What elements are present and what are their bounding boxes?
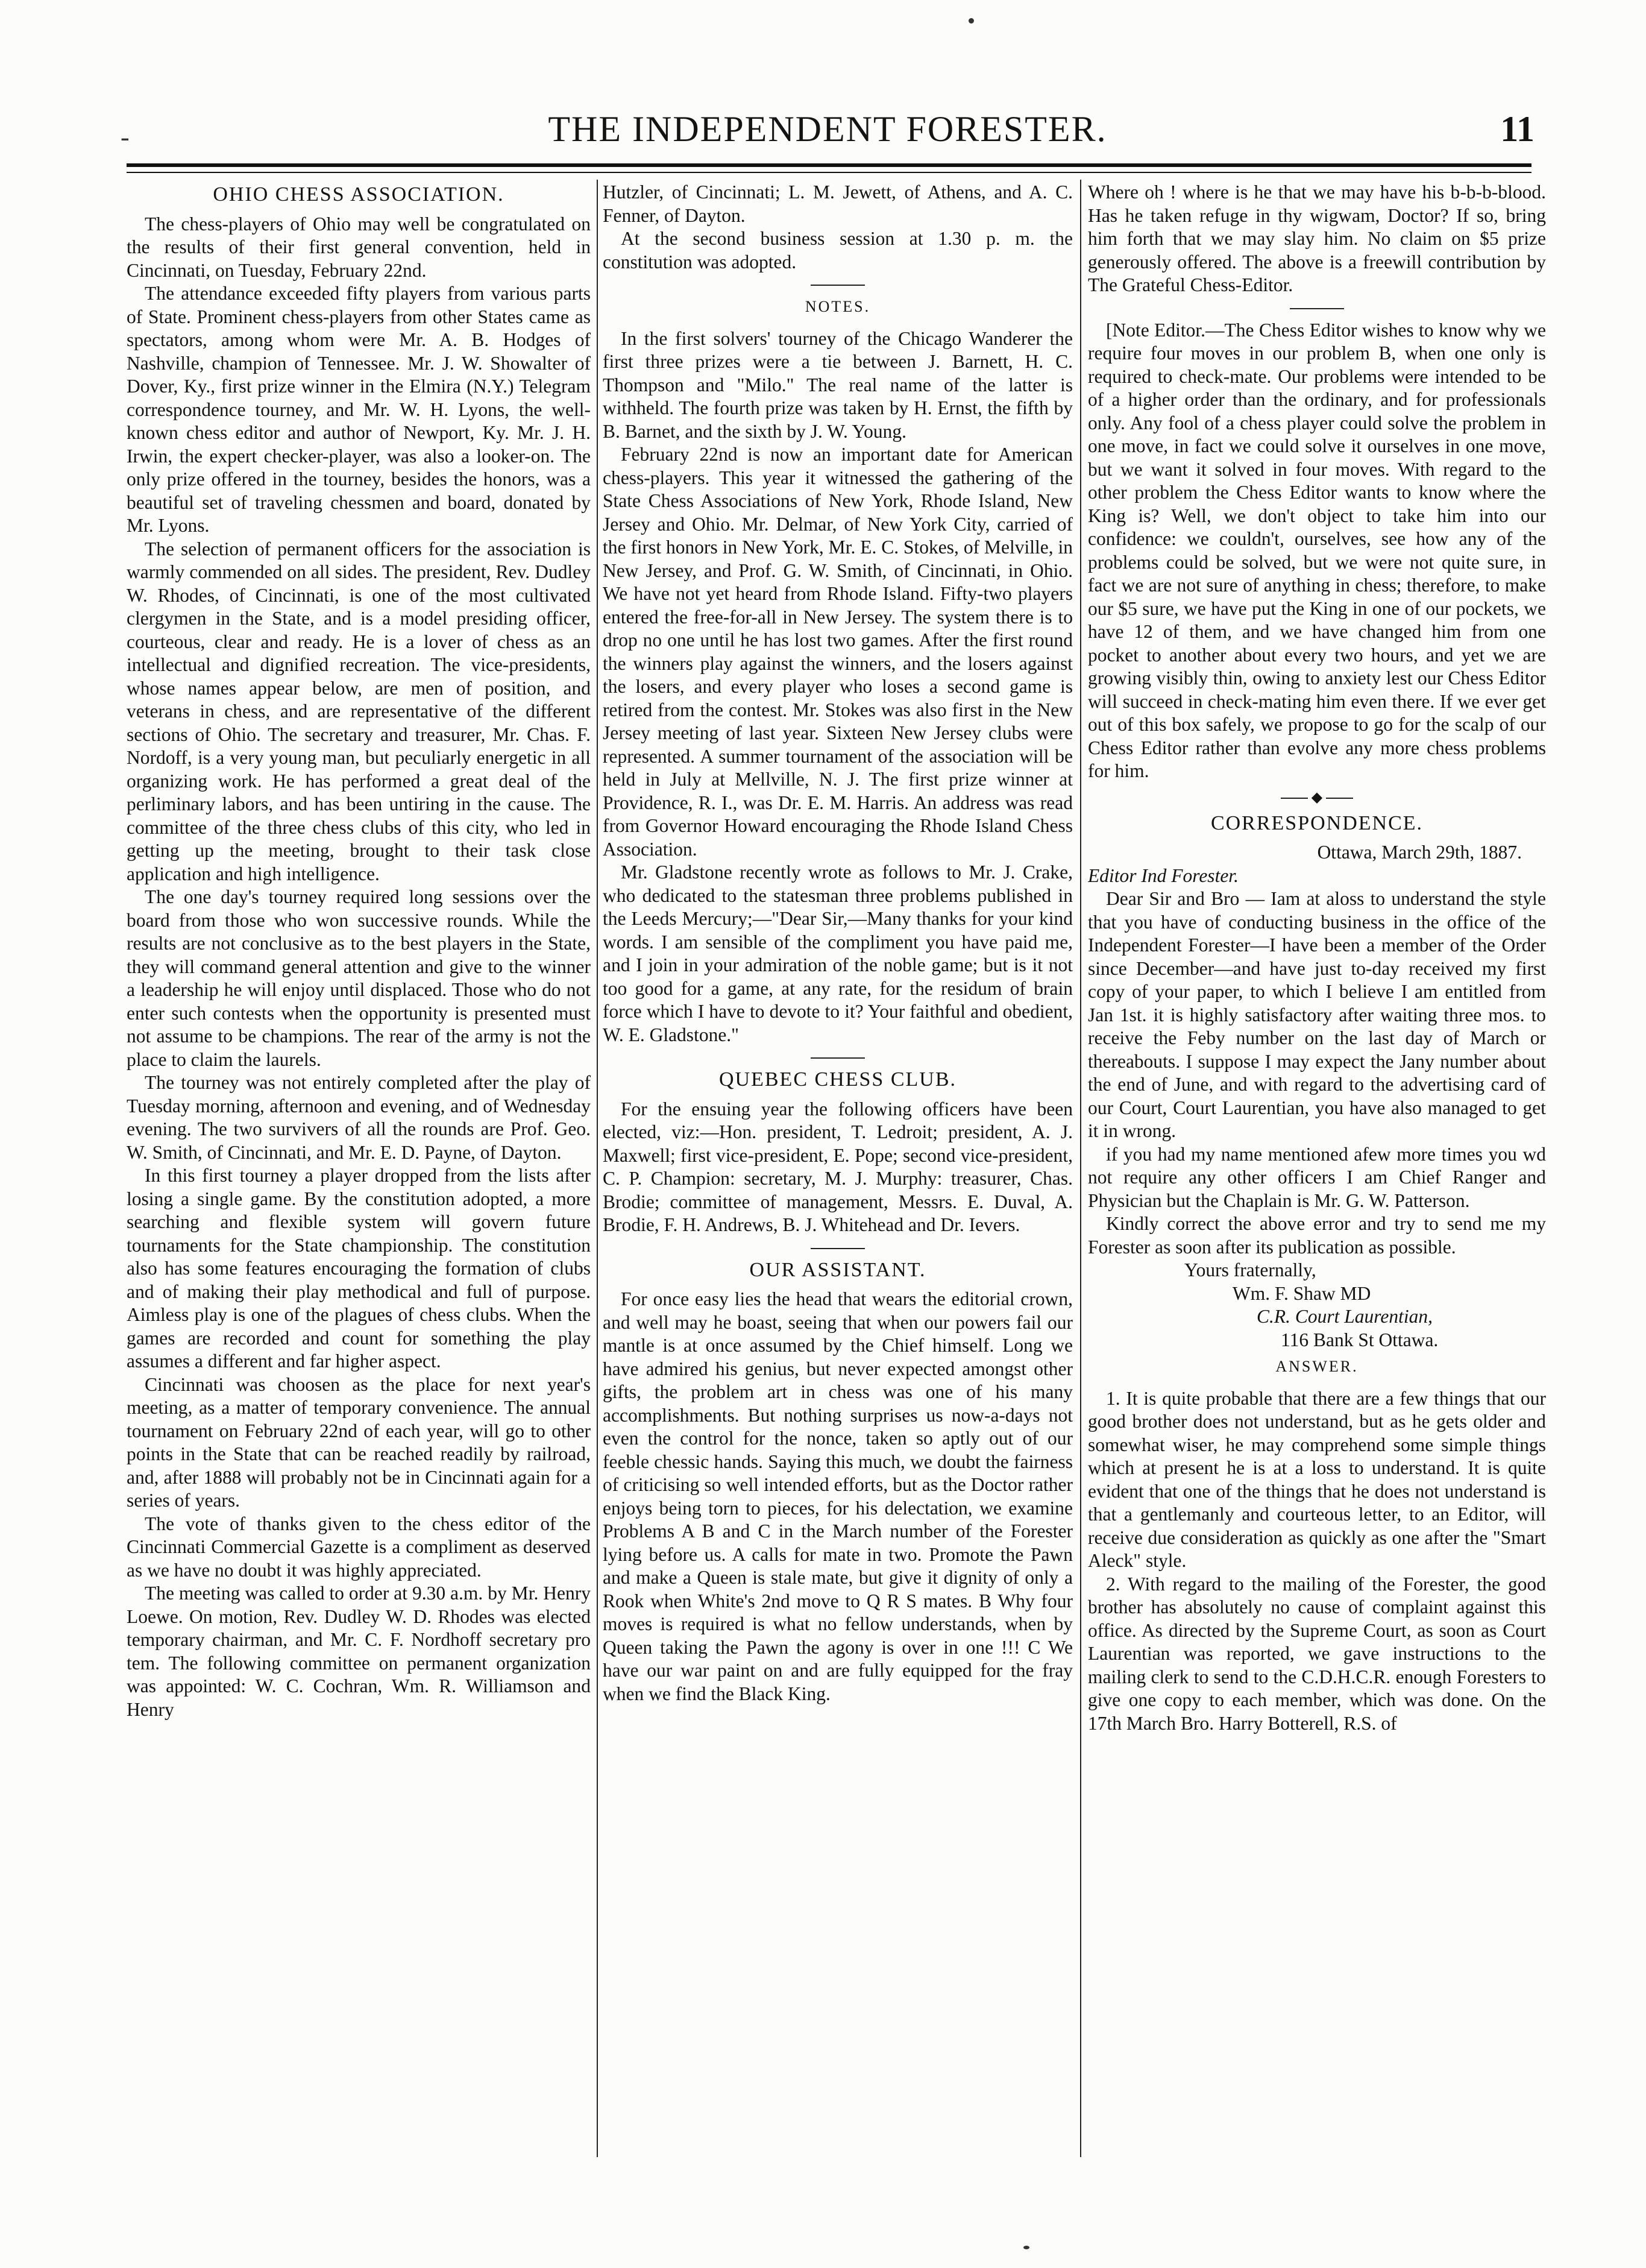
diamond-ornament-icon: ◆ [1308, 790, 1326, 805]
assistant-heading: OUR ASSISTANT. [749, 1258, 926, 1281]
column-2 [603, 181, 1073, 2158]
section-rule [811, 1057, 865, 1059]
signature-court: C.R. Court Laurentian, [1257, 1306, 1433, 1327]
article-paragraph: The vote of thanks given to the chess editor of the Cincinnati Commercial Gazette is a compliment as deserved as we have no doubt it was highly appreciated. [127, 1513, 591, 1581]
article-paragraph: At the second business session at 1.30 p. m. the constitution was adopted. [603, 228, 1073, 272]
assistant-paragraph: For once easy lies the head that wears the editorial crown, and well may he boast, seeing that when our powers fail our mantle is at once assumed by the Chief himself. Long we have admired his genius, but never expected amongst other gifts, the problem art in chess was one of his many accomplishments. But nothing surprises us now-a-days not even the control for the nonce, taken so aptly out of our feeble chessic hands. Saying this much, we doubt the fairness of criticising so well intended efforts, but as the Doctor rather enjoys being torn to pieces, for his delectation, we examine Problems A B and C in the March number of the Forester lying before us. A calls for mate in two. Promote the Pawn and make a Queen is stale mate, but give it dignity of only a Rook when White's 2nd move to Q R S mates. B Why four moves is required is what no fellow understands, when by Queen taking the Pawn the agony is over in one !!! C We have our war paint on and are fully equipped for the fray when we find the Black King. [603, 1288, 1073, 1704]
letter-addressee: Editor Ind Forester. [1088, 865, 1239, 886]
ohio-chess-heading: OHIO CHESS ASSOCIATION. [213, 183, 504, 206]
section-rule [811, 285, 865, 286]
page-header [121, 90, 1534, 181]
ink-speck [1023, 2246, 1029, 2249]
article-paragraph: The attendance exceeded fifty players from various parts of State. Prominent chess-players from other States came as spectators, among whom were Mr. A. B. Hodges of Nashville, champion of Tennessee. Mr. J. W. Showalter of Dover, Ky., first prize winner in the Elmira (N.Y.) Telegram correspondence tourney, and Mr. W. H. Lyons, the well-known chess editor and author of Newport, Ky. Mr. J. H. Irwin, the expert checker-player, was also a looker-on. The only prize offered in the tourney, besides the honors, was a beautiful set of traveling chessmen and board, donated by Mr. Lyons. [127, 283, 591, 536]
correspondence-heading: CORRESPONDENCE. [1210, 811, 1424, 834]
column-divider [1080, 180, 1081, 2157]
notes-paragraph: February 22nd is now an important date for American chess-players. This year it witnessed the gathering of the State Chess Associations of New York, Rhode Island, New Jersey and Ohio. Mr. Delmar, of New York City, carried of the first honors in New York, Mr. E. C. Stokes, of Melville, in New Jersey, and Prof. G. W. Smith, of Cincinnati, in Ohio. We have not yet heard from Rhode Island. Fifty-two players entered the free-for-all in New Jersey. The system there is to drop no one until he has lost two games. After the first round the winners play against the winners, and the losers against the losers, and every player who loses a second game is retired from the contest. Mr. Stokes was also first in the New Jersey meeting of last year. Sixteen New Jersey clubs were represented. A summer tournament of the association will be held in July at Mellville, N. J. The first prize winner at Providence, R. I., was Dr. E. M. Harris. An address was read from Governor Howard encouraging the Rhode Island Chess Association. [603, 444, 1073, 860]
column-divider [597, 180, 598, 2157]
notes-paragraph: In the first solvers' tourney of the Chicago Wanderer the first three prizes were a tie between J. Barnett, H. C. Thompson and "Milo." The real name of the latter is withheld. The fourth prize was taken by H. Ernst, the fifth by B. Barnet, and the sixth by J. W. Young. [603, 327, 1073, 442]
article-paragraph: Cincinnati was choosen as the place for next year's meeting, as a matter of temporary convenience. The annual tournament on February 22nd of each year, will go to other points in the State that can be reached readily by railroad, and, after 1888 will probably not be in Cincinnati again for a series of years. [127, 1373, 591, 1511]
article-paragraph: The chess-players of Ohio may well be congratulated on the results of their first general convention, held in Cincinnati, on Tuesday, February 22nd. [127, 213, 591, 281]
signature-name: Wm. F. Shaw MD [1233, 1282, 1371, 1304]
article-paragraph: In this first tourney a player dropped from the lists after losing a single game. By the constitution adopted, a more searching and flexible system will govern future tournaments for the State championship. The constitution also has some features encouraging the formation of clubs and of making their play methodical and full of purpose. Aimless play is one of the plagues of chess clubs. When the games are recorded and count for something the play assumes a different and far higher aspect. [127, 1165, 591, 1372]
letter-paragraph: Dear Sir and Bro — Iam at aloss to understand the style that you have of conducting business in the office of the Independent Forester—I have been a member of the Order since December—and have just to-day received my first copy of your paper, to which I believe I am entitled from Jan 1st. it is highly satisfactory after waiting three mos. to receive the Feby number on the last day of March or thereabouts. I suppose I may expect the Jany number about the end of June, and with regard to the advertising card of our Court, Court Laurentian, you have also managed to get it in wrong. [1088, 888, 1546, 1141]
column-1 [127, 181, 591, 2158]
article-paragraph: The meeting was called to order at 9.30 a.m. by Mr. Henry Loewe. On motion, Rev. Dudley W. D. Rhodes was elected temporary chairman, and Mr. C. F. Nordhoff secretary pro tem. The following committee on permanent organization was appointed: W. C. Cochran, Wm. R. Williamson and Henry [127, 1583, 591, 1720]
notes-heading: NOTES. [805, 298, 871, 315]
ornament-rule [1281, 789, 1353, 805]
header-rule-thick [127, 163, 1531, 167]
article-paragraph: The one day's tourney required long sessions over the board from those who won successive rounds. While the results are not conclusive as to the best players in the State, they will command general attention and give to the winner a leadership he will enjoy until displaced. Those who do not enter such contests when the opportunity is presented must not assume to be champions. The rear of the army is not the place to claim the laurels. [127, 886, 591, 1070]
page-number: 11 [1500, 109, 1534, 149]
article-paragraph: The tourney was not entirely completed after the play of Tuesday morning, afternoon and evening, and of Wednesday evening. The two survivers of all the rounds are Prof. Geo. W. Smith, of Cincinnati, and Mr. E. D. Payne, of Dayton. [127, 1072, 591, 1163]
letter-paragraph: if you had my name mentioned afew more times you wd not require any other officers I am Chief Ranger and Physician but the Chaplain is Mr. G. W. Patterson. [1088, 1143, 1546, 1211]
article-paragraph: Where oh ! where is he that we may have his b-b-b-blood. Has he taken refuge in thy wigwam, Doctor? If so, bring him forth that we may slay him. No claim on $5 prize generously offered. The above is a freewill contribution by The Grateful Chess-Editor. [1088, 181, 1546, 295]
signature-closing: Yours fraternally, [1184, 1259, 1316, 1280]
section-rule [811, 1248, 865, 1249]
answer-paragraph: 2. With regard to the mailing of the Forester, the good brother has absolutely no cause of complaint against this office. As directed by the Supreme Court, as soon as Court Laurentian was reported, we gave instructions to the mailing clerk to send to the C.D.H.C.R. enough Foresters to give one copy to each member, which was done. On the 17th March Bro. Harry Botterell, R.S. of [1088, 1573, 1546, 1734]
masthead-title: THE INDEPENDENT FORESTER. [548, 109, 1107, 149]
answer-heading: ANSWER. [1275, 1358, 1359, 1375]
letter-paragraph: Kindly correct the above error and try to send me my Forester as soon after its publication as possible. [1088, 1213, 1546, 1258]
header-dash: - [121, 122, 130, 152]
answer-paragraph: 1. It is quite probable that there are a few things that our good brother does not understand, but as he gets older and somewhat wiser, he may comprehend some simple things which at present he is at a loss to understand. It is quite evident that one of the things that he does not understand is that a gentlemanly and courteous letter, to an Editor, will receive due consideration as quickly as one after the "Smart Aleck" style. [1088, 1387, 1546, 1571]
notes-paragraph: Mr. Gladstone recently wrote as follows to Mr. J. Crake, who dedicated to the statesman three problems published in the Leeds Mercury;—"Dear Sir,—Many thanks for your kind words. I am sensible of the compliment you have paid me, and I join in your admiration of the noble game; but is it not too good for a game, at any rate, for the residum of brain force which I have to devote to it? Your faithful and obedient, W. E. Gladstone." [603, 862, 1073, 1045]
signature-address: 116 Bank St Ottawa. [1281, 1329, 1439, 1350]
letter-dateline: Ottawa, March 29th, 1887. [1317, 842, 1522, 863]
ink-speck [969, 18, 974, 24]
section-rule [1290, 308, 1344, 309]
quebec-heading: QUEBEC CHESS CLUB. [719, 1068, 957, 1091]
article-paragraph: The selection of permanent officers for the association is warmly commended on all sides. The president, Rev. Dudley W. Rhodes, of Cincinnati, is one of the most cultivated clergymen in the State, and is a model presiding officer, courteous, clear and ready. He is a lover of chess as an intellectual and dignified recreation. The vice-presidents, whose names appear below, are men of position, and veterans in chess, and are representative of the different sections of Ohio. The secretary and treasurer, Mr. Chas. F. Nordoff, is a very young man, but peculiarly energetic in all organizing work. He has performed a great deal of the perliminary labors, and has been untiring in the cause. The committee of the three chess clubs of this city, who led in getting up the meeting, brought to their task close application and high intelligence. [127, 538, 591, 884]
column-3 [1088, 181, 1546, 2158]
header-rule-thin [127, 172, 1531, 173]
quebec-paragraph: For the ensuing year the following officers have been elected, viz:—Hon. president, T. Ledroit; president, A. J. Maxwell; first vice-president, E. Pope; second vice-president, C. P. Champion: secretary, M. J. Murphy: treasurer, Chas. Brodie; committee of management, Messrs. E. Duval, A. Brodie, F. H. Andrews, B. J. Whitehead and Dr. Ievers. [603, 1098, 1073, 1235]
article-paragraph: Hutzler, of Cincinnati; L. M. Jewett, of Athens, and A. C. Fenner, of Dayton. [603, 181, 1073, 226]
editor-note-paragraph: [Note Editor.—The Chess Editor wishes to know why we require four moves in our problem B, when one only is required to check-mate. Our problems were intended to be of a higher order than the ordinary, and for professionals only. Any fool of a chess player could solve the problem in one move, in fact we could solve it ourselves in one move, but we want it solved in four moves. With regard to the other problem the Chess Editor wants to know where the King is? Well, we don't object to take him into our confidence: we couldn't, ourselves, see how any of the problems could be solved, but we were not quite sure, in fact we are not sure of anything in chess; therefore, to make our $5 sure, we have put the King in one of our pockets, we have 12 of them, and we have changed him from one pocket to another about every two hours, and yet we are growing visibly thin, owing to anxiety lest our Chess Editor will succeed in check-mating him even there. If we ever get out of this box safely, we propose to go for the scalp of our Chess Editor rather than evolve any more chess problems for him. [1088, 319, 1546, 781]
